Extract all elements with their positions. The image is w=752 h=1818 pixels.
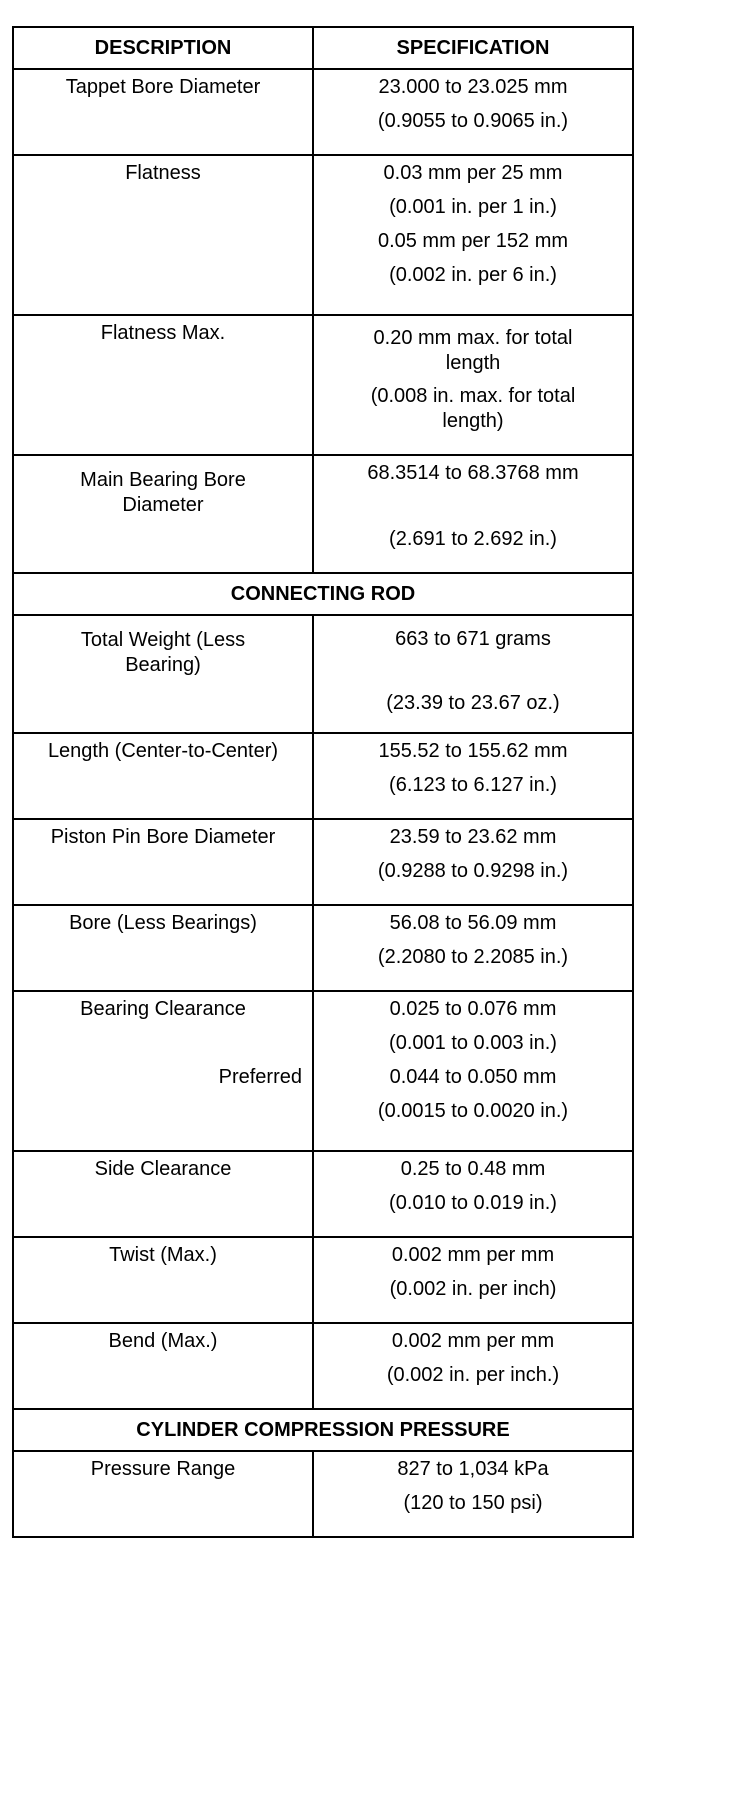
section-title-connecting-rod: CONNECTING ROD xyxy=(13,573,633,615)
specification-table xyxy=(12,26,634,1538)
section-row xyxy=(13,1409,633,1451)
table-row xyxy=(13,155,633,315)
table-row xyxy=(13,1237,633,1323)
table-row xyxy=(13,733,633,819)
specification-cell: 23.59 to 23.62 mm (0.9288 to 0.9298 in.) xyxy=(313,819,633,905)
description-cell: Bore (Less Bearings) xyxy=(13,905,313,991)
table-row xyxy=(13,1323,633,1409)
specification-cell: 68.3514 to 68.3768 mm (2.691 to 2.692 in.) xyxy=(313,455,633,573)
section-row xyxy=(13,573,633,615)
specification-cell: 0.025 to 0.076 mm (0.001 to 0.003 in.) 0.044 to 0.050 mm (0.0015 to 0.0020 in.) xyxy=(313,991,633,1151)
table-row xyxy=(13,315,633,455)
table-row xyxy=(13,905,633,991)
specification-cell: 0.20 mm max. for total length (0.008 in. max. for total length) xyxy=(313,315,633,455)
description-header: DESCRIPTION xyxy=(13,27,313,69)
specification-cell: 663 to 671 grams (23.39 to 23.67 oz.) xyxy=(313,615,633,733)
description-cell: Side Clearance xyxy=(13,1151,313,1237)
description-cell: Bearing Clearance Preferred xyxy=(13,991,313,1151)
specification-cell: 0.03 mm per 25 mm (0.001 in. per 1 in.) 0.05 mm per 152 mm (0.002 in. per 6 in.) xyxy=(313,155,633,315)
description-cell: Pressure Range xyxy=(13,1451,313,1537)
description-cell: Main Bearing Bore Diameter xyxy=(13,455,313,573)
header-row xyxy=(13,27,633,69)
specification-header: SPECIFICATION xyxy=(313,27,633,69)
description-cell: Twist (Max.) xyxy=(13,1237,313,1323)
table-row xyxy=(13,69,633,155)
specification-cell: 23.000 to 23.025 mm (0.9055 to 0.9065 in.) xyxy=(313,69,633,155)
specification-cell: 155.52 to 155.62 mm (6.123 to 6.127 in.) xyxy=(313,733,633,819)
table-row xyxy=(13,615,633,733)
specification-cell: 0.002 mm per mm (0.002 in. per inch) xyxy=(313,1237,633,1323)
table-row xyxy=(13,455,633,573)
description-cell: Flatness Max. xyxy=(13,315,313,455)
specification-cell: 56.08 to 56.09 mm (2.2080 to 2.2085 in.) xyxy=(313,905,633,991)
description-cell: Total Weight (Less Bearing) xyxy=(13,615,313,733)
table-row xyxy=(13,819,633,905)
specification-cell: 0.25 to 0.48 mm (0.010 to 0.019 in.) xyxy=(313,1151,633,1237)
description-cell: Tappet Bore Diameter xyxy=(13,69,313,155)
section-title-cylinder-compression: CYLINDER COMPRESSION PRESSURE xyxy=(13,1409,633,1451)
table-row xyxy=(13,991,633,1151)
description-cell: Length (Center-to-Center) xyxy=(13,733,313,819)
specification-cell: 827 to 1,034 kPa (120 to 150 psi) xyxy=(313,1451,633,1537)
description-cell: Piston Pin Bore Diameter xyxy=(13,819,313,905)
specification-cell: 0.002 mm per mm (0.002 in. per inch.) xyxy=(313,1323,633,1409)
table-row xyxy=(13,1451,633,1537)
description-cell: Flatness xyxy=(13,155,313,315)
description-cell: Bend (Max.) xyxy=(13,1323,313,1409)
table-row xyxy=(13,1151,633,1237)
